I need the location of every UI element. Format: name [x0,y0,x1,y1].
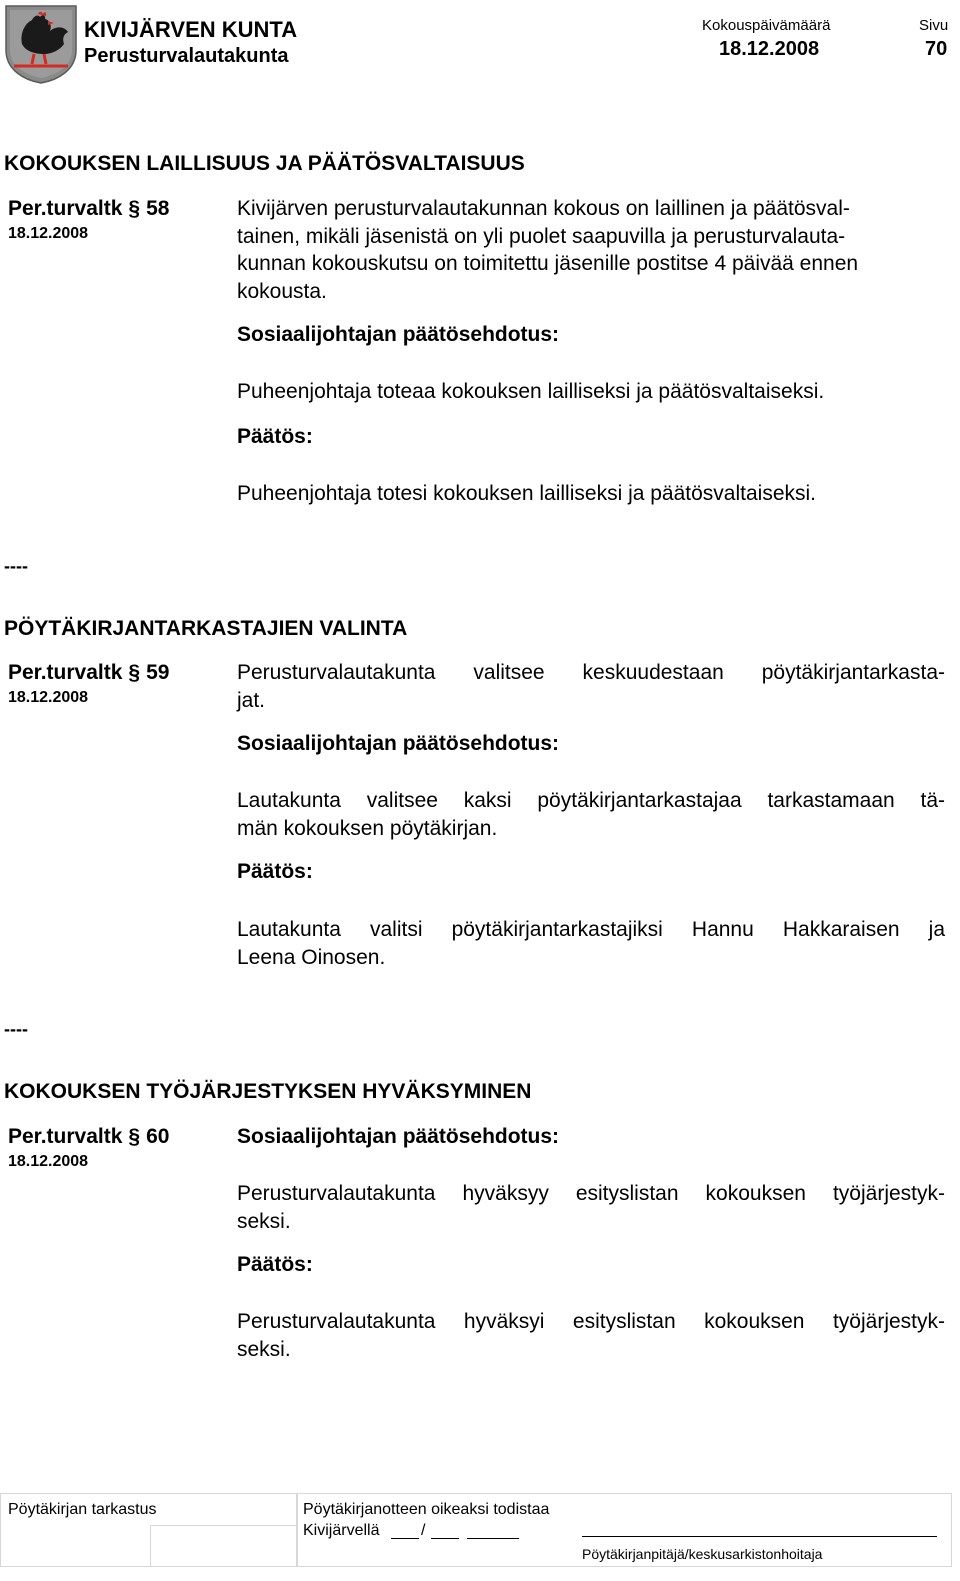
date-month-line[interactable] [431,1538,459,1539]
text-line: Perusturvalautakunta hyväksyi esityslistan kokouksen työjärjestyk- [237,1310,945,1333]
decision-text [237,480,945,508]
proposal-heading: Sosiaalijohtajan päätösehdotus: [237,323,560,346]
decision-text [237,1308,945,1363]
date-day-line[interactable] [391,1538,419,1539]
municipality-name: KIVIJÄRVEN KUNTA [84,17,298,42]
proposal-text [237,787,945,842]
section-symbol: § [128,197,141,220]
decision-heading: Päätös: [237,1253,313,1276]
text-line: seksi. [237,1209,291,1233]
place-label: Kivijärvellä [303,1522,380,1539]
proposal-text [237,378,945,406]
decision-heading: Päätös: [237,425,313,448]
meeting-date-label: Kokouspäivämäärä [702,17,831,34]
text-line: jat. [237,688,266,712]
section-separator: ---- [4,1019,28,1039]
text-line: Puheenjohtaja totesi kokouksen lailliseksi ja päätösvaltaiseksi. [237,482,816,505]
signature-footer [0,1493,952,1567]
inspection-signature-cell [150,1525,297,1567]
paragraph-number: 60 [146,1125,170,1148]
text-line: kunnan kokouskutsu on toimitettu jäsenille postitse 4 päivää ennen [237,252,859,275]
proposal-heading: Sosiaalijohtajan päätösehdotus: [237,732,560,755]
text-line: seksi. [237,1337,291,1361]
text-line: Perusturvalautakunta valitsee keskuudestaan pöytäkirjantarkasta- [237,661,945,684]
municipality-crest-icon [4,4,78,84]
text-line: Perusturvalautakunta hyväksyy esityslistan kokouksen työjärjestyk- [237,1182,945,1205]
paragraph-date: 18.12.2008 [8,1153,89,1170]
paragraph-number: 58 [146,197,170,220]
meeting-date: 18.12.2008 [719,38,820,60]
paragraph-date: 18.12.2008 [8,225,89,242]
paragraph-prefix: Per.turvaltk [8,1125,123,1148]
text-line: Lautakunta valitsee kaksi pöytäkirjantarkastajaa tarkastamaan tä- [237,789,945,812]
text-line: Lautakunta valitsi pöytäkirjantarkastajiksi Hannu Hakkaraisen ja [237,918,945,941]
text-line: män kokouksen pöytäkirjan. [237,816,498,840]
certified-label: Pöytäkirjanotteen oikeaksi todistaa [303,1501,550,1518]
text-line: kokousta. [237,279,327,303]
decision-text [237,916,945,971]
paragraph-number: 59 [146,661,170,684]
board-name: Perusturvalautakunta [84,45,289,67]
section-title: PÖYTÄKIRJANTARKASTAJIEN VALINTA [4,617,408,640]
section-symbol: § [128,1125,141,1148]
paragraph-date: 18.12.2008 [8,689,89,706]
paragraph-id [8,196,169,222]
text-line: Leena Oinosen. [237,945,386,969]
page-label: Sivu [919,17,949,34]
date-year-line[interactable] [467,1538,519,1539]
proposal-heading: Sosiaalijohtajan päätösehdotus: [237,1125,560,1148]
inspection-label: Pöytäkirjan tarkastus [8,1501,157,1518]
proposal-text [237,1180,945,1235]
signer-title: Pöytäkirjanpitäjä/keskusarkistonhoitaja [582,1546,823,1562]
intro-text [237,195,945,305]
signature-line[interactable] [582,1536,937,1537]
section-title: KOKOUKSEN LAILLISUUS JA PÄÄTÖSVALTAISUUS [4,152,525,175]
paragraph-prefix: Per.turvaltk [8,197,123,220]
decision-heading: Päätös: [237,860,313,883]
section-symbol: § [128,661,141,684]
text-line: Puheenjohtaja toteaa kokouksen lailliseksi ja päätösvaltaiseksi. [237,380,825,403]
intro-text [237,659,945,714]
section-separator: ---- [4,556,28,576]
paragraph-prefix: Per.turvaltk [8,661,123,684]
section-title: KOKOUKSEN TYÖJÄRJESTYKSEN HYVÄKSYMINEN [4,1080,532,1103]
text-line: Kivijärven perusturvalautakunnan kokous on laillinen ja päätösval- [237,197,850,220]
text-line: tainen, mikäli jäsenistä on yli puolet saapuvilla ja perusturvalauta- [237,224,846,248]
date-separator: / [421,1522,426,1539]
page-number: 70 [925,38,948,60]
paragraph-id [8,1124,169,1150]
paragraph-id [8,660,169,686]
